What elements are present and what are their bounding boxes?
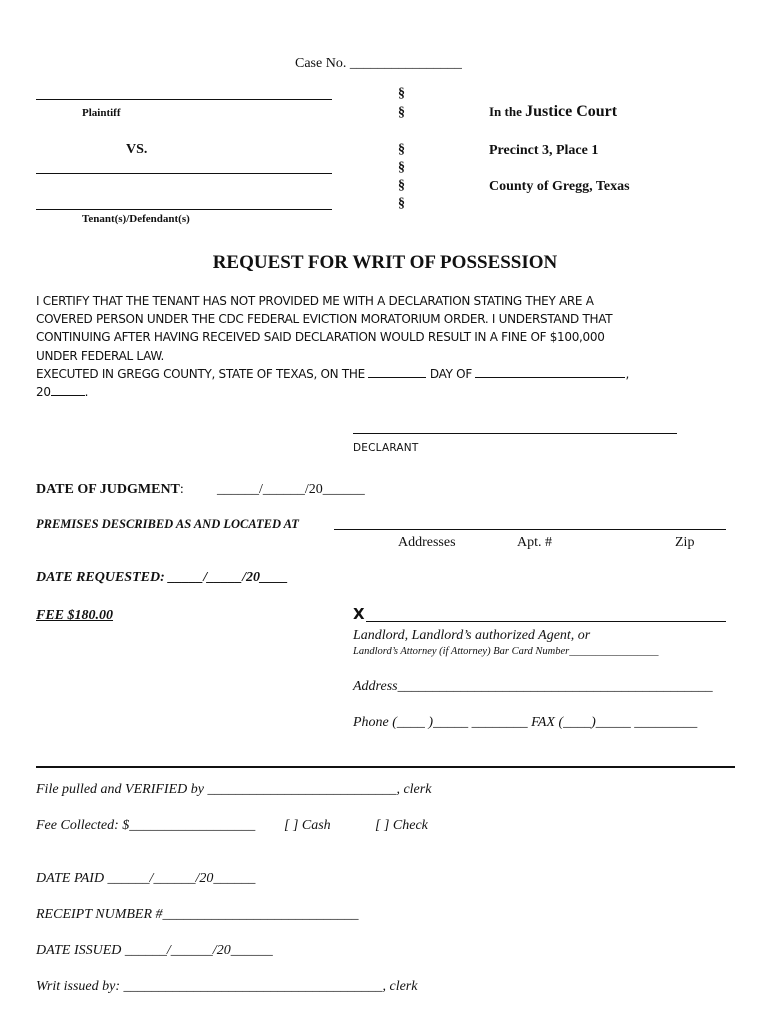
fee-collected-field[interactable]: Fee Collected: $__________________ (36, 818, 256, 833)
certification-line: CONTINUING AFTER HAVING RECEIVED SAID DECLARATION WOULD RESULT IN A FINE OF $100,000 (36, 330, 605, 345)
plaintiff-label: Plaintiff (82, 107, 121, 119)
day-blank[interactable] (368, 365, 426, 378)
premises-label: PREMISES DESCRIBED AS AND LOCATED AT (36, 517, 299, 531)
section-symbol: § (398, 86, 405, 101)
section-symbol: § (398, 160, 405, 175)
section-symbol: § (398, 105, 405, 120)
date-issued-field[interactable]: DATE ISSUED ______/______/20______ (36, 943, 273, 958)
certification-paragraph (36, 292, 726, 401)
landlord-agent-label: Landlord, Landlord’s authorized Agent, or (353, 628, 591, 643)
writ-issued-by-field[interactable]: Writ issued by: _____________________________________, clerk (36, 979, 418, 994)
court-prefix: In the (489, 104, 526, 119)
zip-label: Zip (675, 535, 695, 550)
precinct-label: Precinct 3, Place 1 (489, 143, 599, 158)
section-symbol: § (398, 196, 405, 211)
date-of-judgment-field[interactable]: ______/______/20______ (217, 482, 365, 497)
receipt-number-field[interactable]: RECEIPT NUMBER #____________________________ (36, 907, 359, 922)
month-blank[interactable] (475, 365, 625, 378)
landlord-signature-line[interactable] (366, 621, 726, 622)
tenant-defendant-label: Tenant(s)/Defendant(s) (82, 213, 190, 225)
defendant-line-2[interactable] (36, 209, 332, 210)
addresses-label: Addresses (398, 535, 456, 550)
date-of-judgment-label: DATE OF JUDGMENT: (36, 482, 184, 497)
executed-line (36, 365, 726, 383)
date-requested-field[interactable]: _____/_____/20____ (168, 570, 289, 585)
court-name: Justice Court (525, 103, 618, 120)
certification-line: COVERED PERSON UNDER THE CDC FEDERAL EVICTION MORATORIUM ORDER. I UNDERSTAND THAT (36, 312, 613, 327)
county-label: County of Gregg, Texas (489, 179, 630, 194)
section-symbol: § (398, 142, 405, 157)
premises-address-line[interactable] (334, 529, 726, 530)
vs-label: VS. (126, 142, 148, 157)
file-pulled-verified-field[interactable]: File pulled and VERIFIED by ___________________________, clerk (36, 782, 432, 797)
year-prefix: 20 (36, 385, 51, 400)
period: . (84, 385, 89, 400)
defendant-line-1[interactable] (36, 173, 332, 174)
plaintiff-line[interactable] (36, 99, 332, 100)
cash-checkbox[interactable]: [ ] Cash (284, 818, 331, 833)
court-heading (489, 103, 617, 121)
executed-prefix: EXECUTED IN GREGG COUNTY, STATE OF TEXAS, ON THE (36, 366, 365, 381)
apt-label: Apt. # (517, 535, 552, 550)
document-title: REQUEST FOR WRIT OF POSSESSION (212, 252, 558, 273)
signature-x-mark: X (353, 605, 365, 623)
section-divider (36, 766, 735, 768)
fee-amount: FEE $180.00 (36, 608, 114, 623)
landlord-address-field[interactable]: Address_____________________________________________ (353, 679, 713, 694)
phone-fax-field[interactable]: Phone (____ )_____ ________ FAX (____)_____ _________ (353, 715, 698, 730)
day-of-label: DAY OF (429, 366, 472, 381)
certification-line: I CERTIFY THAT THE TENANT HAS NOT PROVIDED ME WITH A DECLARATION STATING THEY ARE A (36, 294, 594, 308)
bar-card-number-field[interactable]: Landlord’s Attorney (if Attorney) Bar Card Number_________________ (353, 646, 659, 657)
certification-line: UNDER FEDERAL LAW. (36, 348, 165, 363)
year-blank[interactable] (51, 383, 85, 396)
section-symbol: § (398, 178, 405, 193)
comma: , (625, 366, 629, 381)
declarant-signature-line[interactable] (353, 433, 677, 434)
year-line (36, 383, 726, 401)
check-checkbox[interactable]: [ ] Check (375, 818, 428, 833)
date-requested-label: DATE REQUESTED: (36, 570, 165, 585)
case-number-field[interactable]: Case No. ________________ (295, 56, 462, 71)
date-requested[interactable] (36, 570, 288, 586)
declarant-label: DECLARANT (353, 442, 419, 454)
date-paid-field[interactable]: DATE PAID ______/______/20______ (36, 871, 256, 886)
